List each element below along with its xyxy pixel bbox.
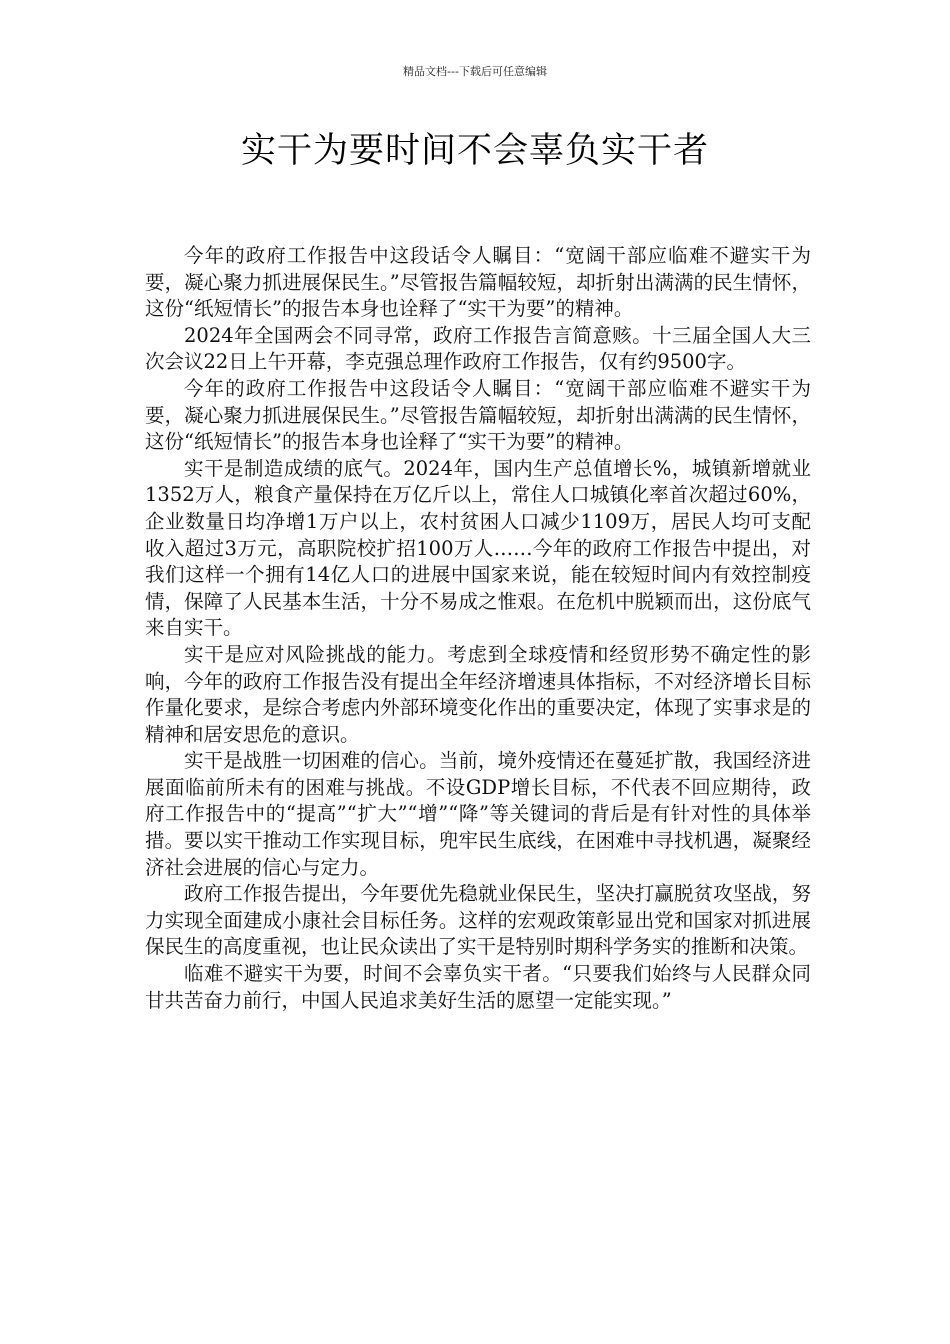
document-title: 实干为要时间不会辜负实干者	[240, 131, 709, 171]
document-body	[145, 243, 811, 1014]
paragraph-5: 实干是应对风险挑战的能力。考虑到全球疫情和经贸形势不确定性的影响，今年的政府工作报告没有提出全年经济增速具体指标，不对经济增长目标作量化要求，是综合考虑内外部环境变化作出的重要决定，体现了实事求是的精神和居安思危的意识。	[145, 642, 811, 746]
paragraph-6: 实干是战胜一切困难的信心。当前，境外疫情还在蔓延扩散，我国经济进展面临前所未有的困难与挑战。不设GDP增长目标，不代表不回应期待，政府工作报告中的“提高”“扩大”“增”“降”等关键词的背后是有针对性的具体举措。要以实干推动工作实现目标，兜牢民生底线，在困难中寻找机遇，凝聚经济社会进展的信心与定力。	[145, 749, 811, 879]
paragraph-8: 临难不避实干为要，时间不会辜负实干者。“只要我们始终与人民群众同甘共苦奋力前行，中国人民追求美好生活的愿望一定能实现。”	[145, 962, 811, 1012]
paragraph-1: 今年的政府工作报告中这段话令人瞩目：“宽阔干部应临难不避实干为要，凝心聚力抓进展保民生。”尽管报告篇幅较短，却折射出满满的民生情怀，这份“纸短情长”的报告本身也诠释了“实干为要”的精神。	[145, 244, 811, 321]
paragraph-3: 今年的政府工作报告中这段话令人瞩目：“宽阔干部应临难不避实干为要，凝心聚力抓进展保民生。”尽管报告篇幅较短，却折射出满满的民生情怀，这份“纸短情长”的报告本身也诠释了“实干为要”的精神。	[145, 376, 811, 454]
paragraph-2: 2024年全国两会不同寻常，政府工作报告言简意赅。十三届全国人大三次会议22日上午开幕，李克强总理作政府工作报告，仅有约9500字。	[145, 323, 811, 374]
paragraph-7: 政府工作报告提出，今年要优先稳就业保民生，坚决打赢脱贫攻坚战，努力实现全面建成小康社会目标任务。这样的宏观政策彰显出党和国家对抓进展保民生的高度重视，也让民众读出了实干是特别时期科学务实的推断和决策。	[145, 882, 811, 959]
header-note: 精品文档---下载后可任意编辑	[403, 65, 547, 78]
paragraph-4: 实干是制造成绩的底气。2024年，国内生产总值增长%，城镇新增就业1352万人，粮食产量保持在万亿斤以上，常住人口城镇化率首次超过60%，企业数量日均净增1万户以上，农村贫困人口减少1109万，居民人均可支配收入超过3万元，高职院校扩招100万人……今年的政府工作报告中提出，对我们这样一个拥有14亿人口的进展中国家来说，能在较短时间内有效控制疫情，保障了人民基本生活，十分不易成之惟艰。在危机中脱颖而出，这份底气来自实干。	[145, 456, 811, 640]
